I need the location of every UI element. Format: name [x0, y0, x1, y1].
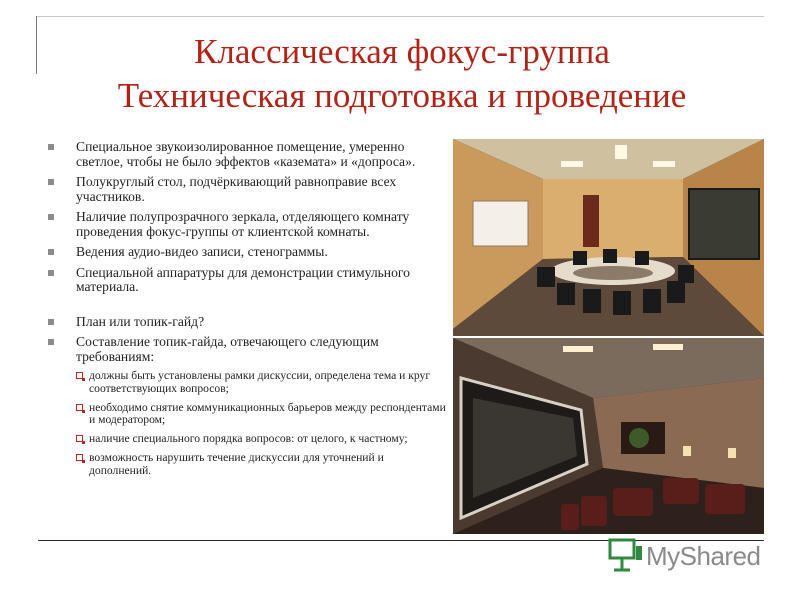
- projector-screen-icon: [608, 538, 644, 572]
- bullet-item: Ведения аудио-видео записи, стенограммы.: [48, 245, 446, 260]
- bullet-item: Специальной аппаратуры для демонстрации стимульного материала.: [48, 266, 446, 295]
- checkbox-bullet-icon: [76, 372, 83, 379]
- sub-bullet-item: возможность нарушить течение дискуссии для уточнений и дополнений.: [48, 452, 446, 478]
- bullet-item: Составление топик-гайда, отвечающего следующим требованиям:: [48, 335, 446, 364]
- slide-content: [48, 140, 446, 484]
- square-bullet-icon: [48, 319, 54, 325]
- sub-bullet-item: наличие специального порядка вопросов: от целого, к частному;: [48, 433, 446, 446]
- bullet-item: Наличие полупрозрачного зеркала, отделяющего комнату проведения фокус-группы от клиентской комнаты.: [48, 210, 446, 239]
- checkbox-bullet-icon: [76, 435, 83, 442]
- square-bullet-icon: [48, 214, 54, 220]
- slide-frame-top: [36, 16, 764, 17]
- myshared-logo[interactable]: [608, 538, 768, 574]
- bullet-item: Полукруглый стол, подчёркивающий равноправие всех участников.: [48, 175, 446, 204]
- title-line-1: Классическая фокус-группа: [194, 32, 610, 71]
- bullet-item: План или топик-гайд?: [48, 315, 446, 330]
- square-bullet-icon: [48, 179, 54, 185]
- focus-room-photo: [453, 139, 764, 336]
- title-line-2: Техническая подготовка и проведение: [117, 76, 687, 115]
- square-bullet-icon: [48, 249, 54, 255]
- checkbox-bullet-icon: [76, 404, 83, 411]
- checkbox-bullet-icon: [76, 454, 83, 461]
- bullet-item: Специальное звукоизолированное помещение, умеренно светлое, чтобы не было эффектов «каземата» и «допроса».: [48, 140, 446, 169]
- logo-text: MyShared: [646, 541, 761, 571]
- sub-bullet-item: должны быть установлены рамки дискуссии, определена тема и круг соответствующих вопросов;: [48, 370, 446, 396]
- slide-title: [40, 30, 764, 118]
- sub-bullet-item: необходимо снятие коммуникационных барьеров между респондентами и модератором;: [48, 402, 446, 428]
- client-room-photo: [453, 338, 764, 534]
- square-bullet-icon: [48, 144, 54, 150]
- slide-frame-left: [36, 16, 37, 74]
- square-bullet-icon: [48, 270, 54, 276]
- square-bullet-icon: [48, 339, 54, 345]
